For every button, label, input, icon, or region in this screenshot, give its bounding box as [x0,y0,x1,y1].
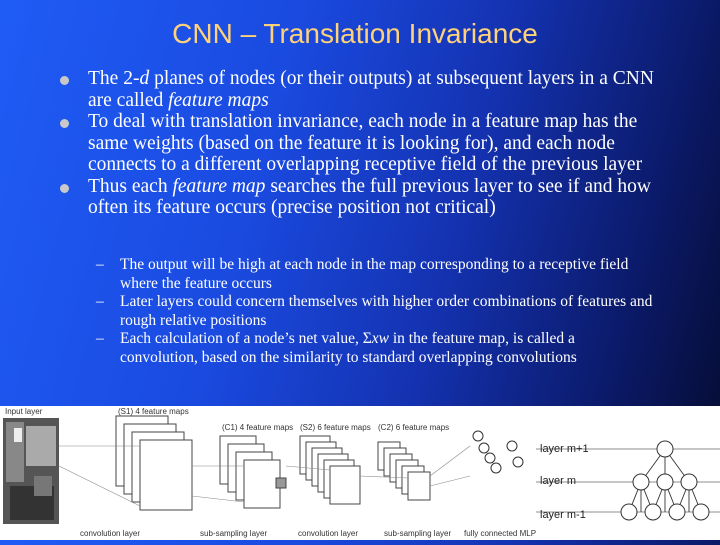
figure-bottom-label: sub-sampling layer [384,529,452,538]
mlp-nodes [473,431,523,473]
figure-top-label: (S2) 6 feature maps [300,423,371,432]
cnn-architecture-figure [0,406,720,540]
layer-diagram [536,441,720,521]
layer-label: layer m-1 [540,509,586,521]
sub-bullet-item: – The output will be high at each node in the map corresponding to a receptive field where the feature occurs [96,256,629,292]
input-image [3,418,59,524]
figure-bottom-label: convolution layer [298,529,359,538]
bullet-item: To deal with translation invariance, each node in a feature map has the same weights (based on the feature it is looking for), and each node connects to a different overlapping receptive field of the previous layer [62,111,662,176]
figure-top-label: (S1) 4 feature maps [118,407,189,416]
s1-feature-maps [116,416,192,510]
sub-bullet-list [96,256,656,367]
bullet-item: Thus each feature map searches the full previous layer to see if and how often its feature occurs (precise position not critical) [62,176,662,219]
bullet-list [62,68,662,219]
bullet-dot-icon [60,76,69,85]
layer-label: layer m+1 [540,443,589,455]
sub-bullet-item: – Each calculation of a node’s net value, Σxw in the feature map, is called a convolution, based on the similarity to standard overlapping convolutions [96,330,577,366]
figure-top-label: (C2) 6 feature maps [378,423,450,432]
c1-feature-maps [220,436,286,508]
bullet-dot-icon [60,119,69,128]
layer-label: layer m [540,475,577,487]
figure-bottom-label: convolution layer [80,529,141,538]
figure-bottom-label: sub-sampling layer [200,529,268,538]
sub-bullet-item: – Later layers could concern themselves with higher order combinations of features and rough relative positions [96,293,653,329]
figure-top-label: Input layer [5,407,43,416]
c2-feature-maps [378,442,430,500]
figure-top-label: (C1) 4 feature maps [222,423,294,432]
bullet-dot-icon [60,184,69,193]
bullet-item: The 2-d planes of nodes (or their outputs) at subsequent layers in a CNN are called feature maps [62,68,662,111]
figure-bottom-label: fully connected MLP [464,529,537,538]
slide-title: CNN – Translation Invariance [172,18,538,49]
